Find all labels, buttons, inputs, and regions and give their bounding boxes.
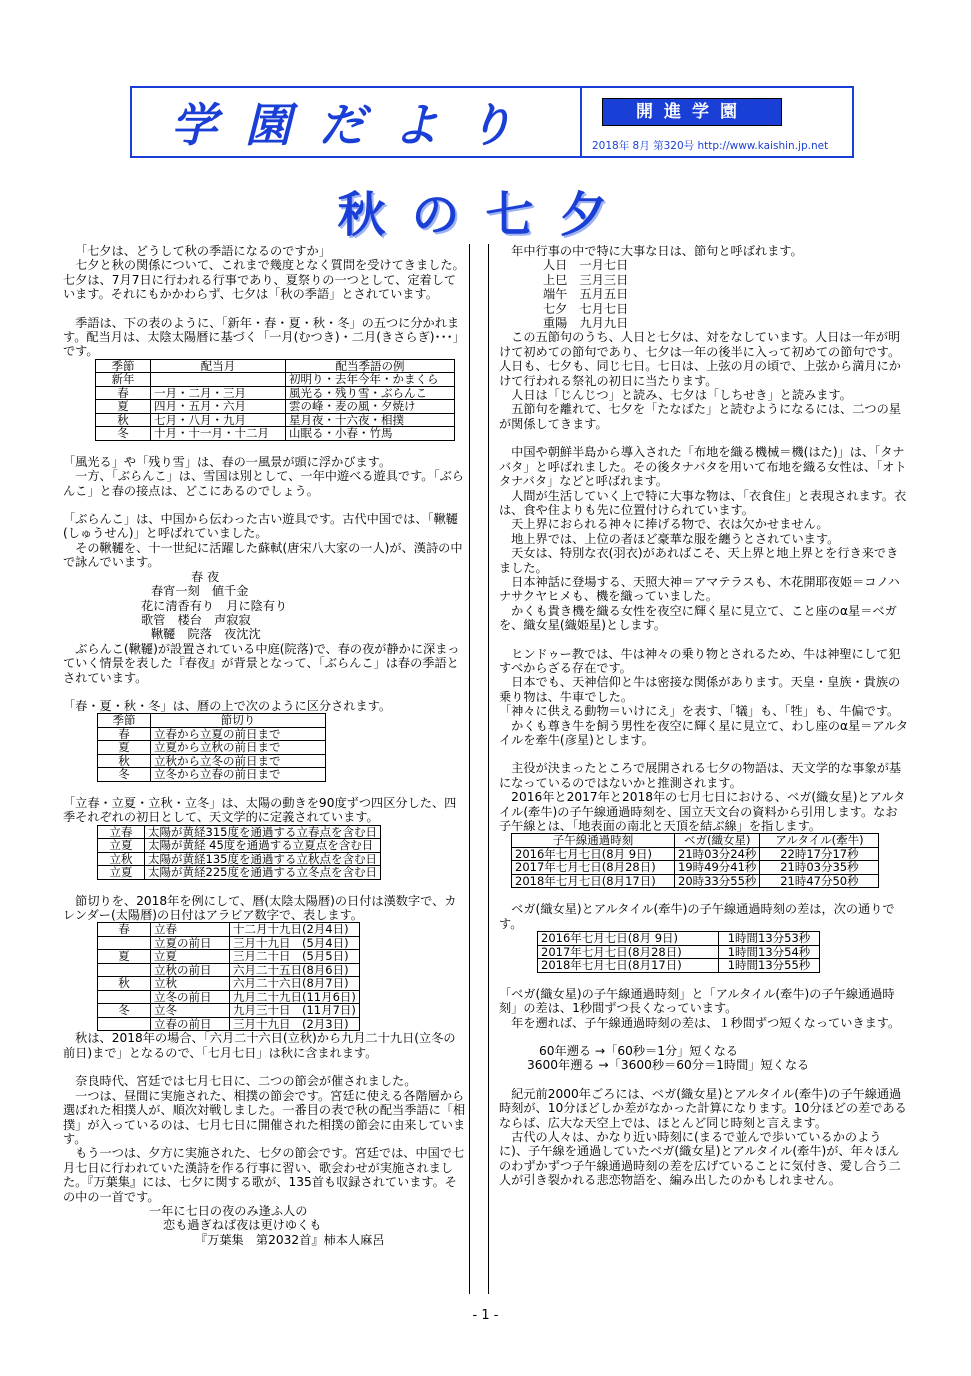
table-cell: 21時03分35秒: [760, 861, 879, 875]
paragraph: 「ぶらんこ」は、中国から伝わった古い遊具です。古代中国では、「鞦韆(しゅうせん)」と呼ばれていました。: [63, 512, 458, 541]
risshun-table: [97, 825, 381, 880]
table-header: 季節: [98, 714, 151, 728]
table-cell: 秋: [96, 413, 151, 427]
table-cell: [98, 1017, 151, 1031]
paragraph: 主役が決まったところで展開される七夕の物語は、天文学的な事象が基になっているのではないかと推測されます。: [499, 761, 902, 790]
paragraph: 「立春・立夏・立秋・立冬」は、太陽の動きを90度ずつ四区分した、四季それぞれの初日として、天文学的に定義されています。: [63, 795, 457, 825]
paragraph: ベガ(織女星)とアルタイル(牽牛)の子午線通過時刻の差は，次の通りです。: [499, 902, 895, 931]
page-number: - 1 -: [472, 1308, 499, 1323]
table-cell: 立夏: [151, 950, 230, 964]
table-cell: 立秋の前日: [151, 963, 230, 977]
table-cell: 2018年七月七日(8月17日): [512, 874, 675, 888]
paragraph: 七夕と秋の関係について、これまで幾度となく質問を受けてきました。七夕は、7月7日に行われる行事であり、夏祭りの一つとして、定着しています。それにもかかわらず、七夕は「秋の季語」とされています。: [63, 258, 465, 302]
left-column: [63, 244, 466, 1247]
paragraph: 年中行事の中で特に大事な日は、節句と呼ばれます。: [499, 244, 803, 258]
table-cell: 山眠る・小春・竹馬: [286, 427, 455, 441]
table-cell: 冬: [96, 427, 151, 441]
table-cell: 冬: [98, 1004, 151, 1018]
poem-line: 歌管 楼台 声寂寂: [141, 612, 251, 627]
waka-line: 一年に七日の夜のみ逢ふ人の: [149, 1203, 308, 1218]
table-header: 配当季語の例: [286, 359, 455, 373]
table-cell: 2018年七月七日(8月17日): [538, 959, 719, 973]
table-cell: 2016年七月七日(8月 9日): [512, 847, 675, 861]
paragraph: 年を遡れば、子午線通過時刻の差は、１秒間ずつ短くなっていきます。: [499, 1015, 901, 1030]
paragraph: 「ベガ(織女星)の子午線通過時刻」と「アルタイル(牽牛)の子午線通過時刻」の差は、1秒間ずつ長くなっています。: [499, 986, 895, 1016]
table-cell: 初明り・去年今年・かまくら: [286, 373, 455, 387]
table-cell: 十月・十一月・十二月: [151, 427, 286, 441]
column-rule-left: [469, 244, 470, 1294]
table-cell: 星月夜・十六夜・相撲: [286, 413, 455, 427]
table-cell: [98, 990, 151, 1004]
table-cell: 立春から立夏の前日まで: [151, 727, 326, 741]
table-cell: 一月・二月・三月: [151, 386, 286, 400]
table-cell: 九月二十九日(11月6日): [230, 990, 360, 1004]
paragraph: 「春・夏・秋・冬」は、暦の上で次のように区分されます。: [63, 698, 392, 713]
poem-title: 春 夜: [191, 569, 220, 584]
table-cell: 2017年七月七日(8月28日): [538, 945, 719, 959]
paragraph: その鞦韆を、十一世紀に活躍した蘇軾(唐宋八大家の一人)が、漢詩の中で詠んでいます。: [63, 540, 463, 570]
table-cell: 秋: [98, 754, 151, 768]
masthead: [130, 86, 854, 158]
sekku-item: 重陽 九月九日: [543, 316, 629, 331]
table-cell: 2016年七月七日(8月 9日): [538, 932, 719, 946]
school-name: 開進学園: [602, 98, 782, 126]
sekku-item: 上巳 三月三日: [543, 272, 629, 287]
table-cell: 22時17分17秒: [760, 847, 879, 861]
paragraph: かくも尊き牛を飼う男性を夜空に輝く星に見立て、わし座のα星＝アルタイルを牽牛(彦星)とします。: [499, 718, 909, 747]
table-cell: [98, 936, 151, 950]
paragraph: 秋は、2018年の場合、「六月二十六日(立秋)から九月二十九日(立冬の前日)まで」となるので、「七月七日」は秋に含まれます。: [63, 1031, 456, 1060]
table-cell: 春: [98, 727, 151, 741]
table-cell: 太陽が黄経225度を通過する立冬点を含む日: [145, 866, 381, 880]
calc-line: 60年遡る →「60秒＝1分」短くなる: [539, 1043, 739, 1058]
waka-source: 『万葉集 第2032首』柿本人麻呂: [195, 1232, 385, 1247]
table-cell: 風光る・残り雪・ぶらんこ: [286, 386, 455, 400]
table-header: 季節: [96, 359, 151, 373]
paragraph: 一つは、昼間に実施された、相撲の節会です。宮廷に使える各階層から選ばれた相撲人が、順次対戦しました。一番目の表で秋の配当季語に「相撲」が入っているのは、七月七日に開催された相撲の節会に由来しています。: [63, 1088, 466, 1146]
newsletter-logo: 学園だより: [171, 98, 541, 152]
table-cell: 新年: [96, 373, 151, 387]
table-header: アルタイル(牽牛): [760, 834, 879, 848]
table-cell: 立冬の前日: [151, 990, 230, 1004]
paragraph: 天上界におられる神々に捧げる物で、衣は欠かせません。: [499, 517, 829, 532]
table-cell: 立秋から立冬の前日まで: [151, 754, 326, 768]
paragraph: 天女は、特別な衣(羽衣)があればこそ、天上界と地上界とを行き来できました。: [499, 546, 899, 575]
table-cell: 三月十九日 (5月4日): [230, 936, 360, 950]
page-title: 秋の七夕: [337, 187, 634, 243]
table-cell: 夏: [98, 950, 151, 964]
paragraph: 中国や朝鮮半島から導入された「布地を織る機械＝機(はた)」は、「タナバタ」と呼ばれました。その後タナバタを用いて布地を織る女性は、「オトタナバタ」などと呼ばれます。: [499, 445, 907, 489]
table-cell: 1時間13分54秒: [719, 945, 820, 959]
table-cell: 七月・八月・九月: [151, 413, 286, 427]
paragraph: ぶらんこ(鞦韆)が設置されている中庭(院落)で、春の夜が静かに深まっていく情景を表した『春夜』が背景となって、「ぶらんこ」は春の季語とされています。: [63, 641, 460, 685]
table-cell: 十二月十九日(2月4日): [230, 923, 360, 937]
poem-line: 鞦韆 院落 夜沈沈: [151, 627, 261, 642]
paragraph: 節切りを、2018年を例にして、暦(太陰太陽暦)の日付は漢数字で、カレンダー(太陽暦)の日付はアラビア数字で、表します。: [63, 893, 457, 923]
table-cell: 六月二十六日(8月7日): [230, 977, 360, 991]
table-cell: 1時間13分53秒: [719, 932, 820, 946]
table-cell: 立春: [98, 825, 145, 839]
paragraph: この五節句のうち、人日と七夕は、対をなしています。人日は一年が明けて初めての節句であり、七夕は一年の後半に入って初めての節句です。人日も、七夕も、同じ七日。七日は、上弦の月の頃で、上弦から満月にかけて行われる祭礼の初日に当たります。: [499, 330, 901, 388]
paragraph: かくも貴き機を織る女性を夜空に輝く星に見立て、こと座のα星＝ベガを、織女星(織姫星)とします。: [499, 603, 897, 633]
paragraph: 紀元前2000年ごろには、ベガ(織女星)とアルタイル(牽牛)の子午線通過時刻が、10分ほどしか差がなかった計算になります。10分ほどの差であるならば、広大な天空上では、ほとんど同じ時刻と言えます。: [499, 1086, 907, 1130]
table-cell: 19時49分41秒: [675, 861, 760, 875]
table-cell: 立夏から立秋の前日まで: [151, 741, 326, 755]
sekku-item: 七夕 七月七日: [543, 301, 629, 316]
table-cell: [151, 373, 286, 387]
paragraph: 人間が生活していく上で特に大事な物は、「衣食住」と表現されます。衣は、食や住よりも先に位置付けられています。: [499, 488, 907, 517]
sekku-item: 人日 一月七日: [543, 258, 629, 273]
paragraph: 日本でも、天神信仰と牛は密接な関係があります。天皇・皇族・貴族の乗り物は、牛車でした。: [499, 675, 901, 704]
right-column: [499, 244, 909, 1188]
table-cell: [98, 963, 151, 977]
paragraph: 「風光る」や「残り雪」は、春の一風景が頭に浮かびます。: [63, 454, 392, 469]
masthead-logo-box: [132, 88, 582, 156]
table-cell: 立冬から立春の前日まで: [151, 768, 326, 782]
table-cell: 三月十九日 (2月3日): [230, 1017, 360, 1031]
paragraph: 地上界では、上位の者ほど豪華な服を纏うとされています。: [499, 531, 840, 546]
paragraph: 2016年と2017年と2018年の七月七日における、ベガ(織女星)とアルタイル(牽牛)の子午線通過時刻を、国立天文台の資料から引用します。なお子午線とは、「地表面の南北と天頂を結ぶ線」を指します。: [499, 790, 906, 834]
column-rule-right: [488, 244, 489, 1294]
paragraph: 「七夕は、どうして秋の季語になるのですか」: [75, 244, 331, 258]
table-cell: 太陽が黄経135度を通過する立秋点を含む日: [145, 852, 381, 866]
paragraph: 一方、「ぶらんこ」は、雪国は別として、一年中遊べる遊具です。「ぶらんこ」と春の接点は、どこにあるのでしょう。: [63, 469, 464, 498]
calc-line: 3600年遡る →「3600秒＝60分＝1時間」短くなる: [527, 1058, 810, 1073]
sekkiri-table: [97, 713, 326, 782]
difference-table: [537, 931, 820, 973]
table-cell: 21時47分50秒: [760, 874, 879, 888]
table-cell: 四月・五月・六月: [151, 400, 286, 414]
table-cell: 雲の峰・麦の風・夕焼け: [286, 400, 455, 414]
paragraph: 古代の人々は、かなり近い時刻に(まるで並んで歩いているかのように)、子午線を通過していたベガ(織女星)とアルタイル(牽牛)が、年々ほんのわずかずつ子午線通過時刻の差を広げていることに気付き、愛し合う二人が引き裂かれる悲恋物語を、編み出したのかもしれません。: [499, 1130, 901, 1188]
table-cell: 夏: [96, 400, 151, 414]
paragraph: ヒンドゥー教では、牛は神々の乗り物とされるため、牛は神聖にして犯すべからざる存在です。: [499, 646, 901, 675]
table-cell: 立秋: [98, 852, 145, 866]
table-cell: 立夏: [98, 866, 145, 880]
table-header: 子午線通過時刻: [512, 834, 675, 848]
table-cell: 立春の前日: [151, 1017, 230, 1031]
table-cell: 立夏の前日: [151, 936, 230, 950]
poem-line: 花に清香有り 月に陰有り: [141, 598, 288, 613]
table-cell: 立冬: [151, 1004, 230, 1018]
table-cell: 太陽が黄経 45度を通過する立夏点を含む日: [145, 839, 381, 853]
table-cell: 六月二十五日(8月6日): [230, 963, 360, 977]
paragraph: 季語は、下の表のように、「新年・春・夏・秋・冬」の五つに分かれます。配当月は、太陰太陽暦に基づく「一月(むつき)・二月(きさらぎ)･･･」です。: [63, 315, 465, 359]
poem-line: 春宵一刻 値千金: [151, 584, 249, 599]
table-header: 節切り: [151, 714, 326, 728]
table-cell: 21時03分24秒: [675, 847, 760, 861]
waka-line: 恋も過ぎねば夜は更けゆくも: [163, 1218, 322, 1233]
paragraph: 奈良時代、宮廷では七月七日に、二つの節会が催されました。: [63, 1074, 417, 1089]
calendar-table: [97, 922, 360, 1031]
table-cell: 冬: [98, 768, 151, 782]
meridian-table: [511, 833, 879, 888]
paragraph: もう一つは、夕方に実施された、七夕の節会です。宮廷では、中国で七月七日に行われていた漢詩を作る行事に習い、歌会わせが実施されました。『万葉集』には、七夕に関する歌が、135首も収録されています。その中の一首です。: [63, 1146, 465, 1204]
table-cell: 立秋: [151, 977, 230, 991]
table-header: ベガ(織女星): [675, 834, 760, 848]
table-cell: 2017年七月七日(8月28日): [512, 861, 675, 875]
table-cell: 20時33分55秒: [675, 874, 760, 888]
table-cell: 三月二十日 (5月5日): [230, 950, 360, 964]
paragraph: 「神々に供える動物＝いけにえ」を表す、「犠」も、「牲」も、牛偏です。: [499, 704, 900, 719]
table-cell: 九月三十日 (11月7日): [230, 1004, 360, 1018]
table-cell: 春: [96, 386, 151, 400]
table-cell: 立春: [151, 923, 230, 937]
table-cell: 秋: [98, 977, 151, 991]
paragraph: 五節句を離れて、七夕を「たなばた」と読むようになるには、二つの星が関係してきます。: [499, 402, 901, 431]
table-cell: 1時間13分55秒: [719, 959, 820, 973]
issue-info[interactable]: 2018年 8月 第320号 http://www.kaishin.jp.net: [592, 140, 829, 152]
table-cell: 立夏: [98, 839, 145, 853]
paragraph: 日本神話に登場する、天照大神＝アマテラスも、木花開耶夜姫＝コノハナサクヤヒメも、機を織っていました。: [499, 574, 900, 604]
table-header: 配当月: [151, 359, 286, 373]
paragraph: 人日は「じんじつ」と読み、七夕は「しちせき」と読みます。: [499, 388, 852, 403]
table-cell: 夏: [98, 741, 151, 755]
table-cell: 春: [98, 923, 151, 937]
sekku-item: 端午 五月五日: [543, 287, 629, 302]
kigo-table: [95, 359, 455, 441]
table-cell: 太陽が黄経315度を通過する立春点を含む日: [145, 825, 381, 839]
